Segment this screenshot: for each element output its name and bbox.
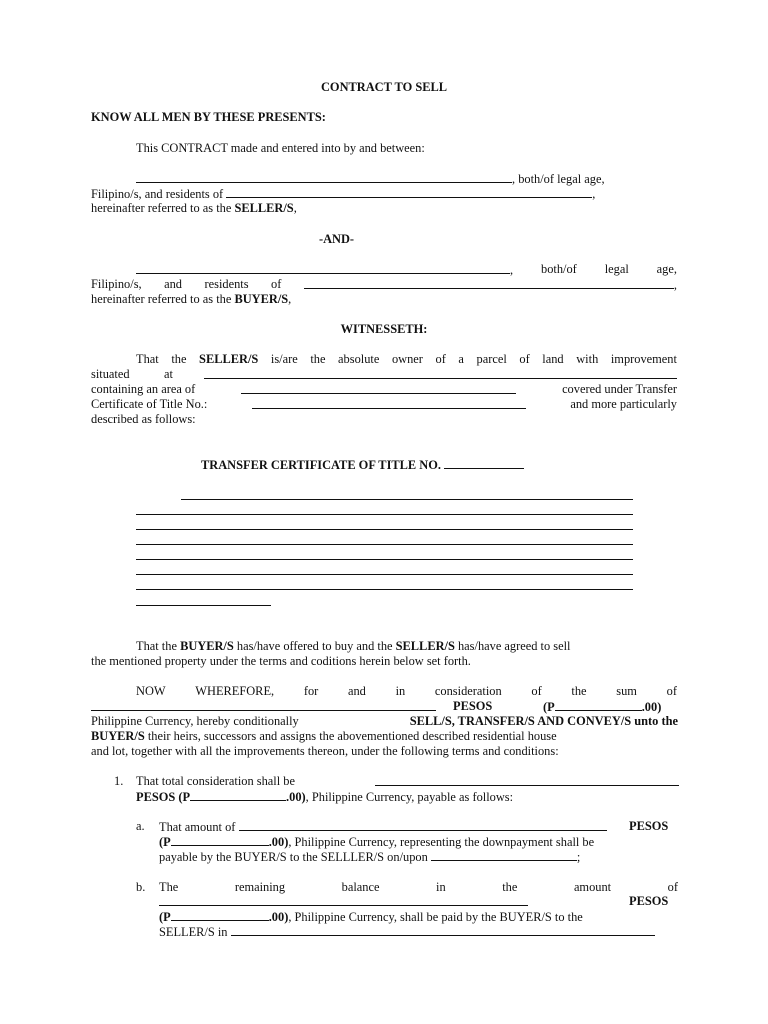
para2-line-2: the mentioned property under the terms and coditions herein below set forth.	[91, 654, 471, 668]
description-line[interactable]	[181, 499, 633, 500]
word: of	[519, 352, 530, 366]
item-b-line-3	[159, 909, 583, 925]
word: a	[458, 352, 464, 366]
word: of	[666, 684, 677, 698]
comma: ,	[288, 292, 292, 306]
text: (P	[159, 835, 171, 849]
comma: ,	[592, 187, 596, 201]
word: absolute	[338, 352, 380, 366]
word: That	[136, 352, 159, 366]
para2-line-1	[136, 639, 571, 654]
description-line[interactable]	[136, 529, 633, 530]
word: the	[502, 880, 518, 894]
covered-text: covered under Transfer	[562, 382, 677, 396]
text: SELL/S, TRANSFER/S AND CONVEY/S unto the	[409, 714, 678, 728]
buyer-role: BUYER/S	[91, 729, 145, 743]
text: Philippine Currency, hereby conditionally	[91, 714, 299, 728]
item-a-line-1	[159, 819, 607, 835]
word: remaining	[234, 880, 286, 894]
text: .00)	[641, 700, 662, 714]
word: situated	[91, 367, 130, 381]
word: both/of	[541, 262, 577, 276]
text: , Philippine Currency, representing the downpayment shall be	[288, 835, 595, 849]
para1-line-1	[136, 352, 677, 367]
item-b-line-4	[159, 924, 655, 940]
seller-role: SELLER/S	[234, 201, 294, 215]
item-a-line-2	[159, 834, 678, 850]
seller-name-blank[interactable]	[136, 171, 512, 183]
description-line[interactable]	[136, 605, 271, 606]
text: .00)	[268, 835, 289, 849]
page-title: CONTRACT TO SELL	[320, 80, 448, 94]
item-a-pesos: PESOS	[629, 819, 669, 833]
word: land	[542, 352, 564, 366]
description-line[interactable]	[136, 559, 633, 560]
pesos-label: PESOS	[453, 699, 493, 713]
text: has/have agreed to sell	[457, 639, 571, 653]
item-a-line-3	[159, 849, 580, 865]
word: consideration	[434, 684, 502, 698]
particularly-text: and more particularly	[570, 397, 677, 411]
tct-no-blank[interactable]	[444, 457, 524, 469]
word: the	[171, 352, 187, 366]
word: NOW	[136, 684, 166, 698]
word: legal	[604, 262, 629, 276]
text: .00)	[286, 790, 306, 804]
item1-number: 1.	[114, 774, 124, 788]
text: has/have offered to buy and the	[236, 639, 393, 653]
item-a-letter: a.	[136, 819, 145, 833]
sum-amount-blank[interactable]	[555, 699, 642, 711]
text: That the	[136, 639, 177, 653]
text: , Philippine Currency, shall be paid by the BUYER/S to the	[288, 910, 583, 924]
buyer-line-1	[136, 262, 677, 278]
word: with	[576, 352, 599, 366]
seller-legal-age: , both/of legal age,	[512, 172, 605, 186]
and-separator: -AND-	[318, 232, 355, 246]
buyer-line-2	[91, 277, 677, 293]
seller-residents-label: Filipino/s, and residents of	[91, 187, 224, 201]
total-consideration-blank[interactable]	[375, 774, 679, 786]
word: sum	[616, 684, 637, 698]
total-amount-blank[interactable]	[190, 789, 286, 801]
description-line[interactable]	[136, 574, 633, 575]
para3-line-1	[136, 684, 677, 699]
balance-amount-blank[interactable]	[171, 909, 269, 921]
para3-line-5: and lot, together with all the improvements thereon, under the following terms and conditions:	[91, 744, 559, 758]
downpayment-date-blank[interactable]	[431, 849, 577, 861]
comma: ,	[293, 201, 297, 215]
word: in	[395, 684, 406, 698]
buyer-line-3	[91, 292, 291, 307]
word: parcel	[476, 352, 507, 366]
para1-line-4	[91, 397, 677, 412]
seller-role: SELLER/S	[395, 639, 455, 653]
item-b-letter: b.	[136, 880, 146, 894]
word: amount	[573, 880, 612, 894]
payment-terms-blank[interactable]	[231, 924, 655, 936]
comma: ,	[673, 278, 677, 292]
area-blank[interactable]	[241, 382, 516, 394]
word: balance	[341, 880, 380, 894]
word: and	[347, 684, 366, 698]
buyer-residence-blank[interactable]	[304, 277, 674, 289]
seller-line-3	[91, 201, 297, 216]
buyer-role: BUYER/S	[180, 639, 234, 653]
balance-words-blank[interactable]	[159, 905, 528, 906]
word: in	[436, 880, 446, 894]
text: PESOS (P	[136, 790, 191, 804]
seller-residence-blank[interactable]	[226, 186, 592, 198]
item1-line-2	[136, 789, 513, 805]
seller-line-2	[91, 186, 595, 202]
referred-text: hereinafter referred to as the	[91, 201, 232, 215]
seller-line-1	[136, 171, 605, 187]
description-line[interactable]	[136, 589, 633, 590]
word: and	[164, 277, 182, 291]
word: improvement	[610, 352, 677, 366]
intro-heading: KNOW ALL MEN BY THESE PRESENTS:	[91, 110, 326, 124]
text: ;	[576, 850, 581, 864]
word: The	[159, 880, 179, 894]
word: is/are	[270, 352, 298, 366]
text: (P	[543, 700, 555, 714]
downpayment-amount-blank[interactable]	[171, 834, 269, 846]
title-no-blank[interactable]	[252, 397, 526, 409]
para3-line-3	[91, 714, 678, 729]
word: of	[435, 352, 446, 366]
para1-line-3	[91, 382, 677, 397]
witnesseth-heading: WITNESSETH:	[340, 322, 428, 336]
title-no-label: Certificate of Title No.:	[91, 397, 208, 411]
sum-amount	[543, 699, 661, 715]
para1-line-2	[91, 367, 130, 382]
word: of	[271, 277, 282, 291]
word: for	[303, 684, 319, 698]
area-label: containing an area of	[91, 382, 196, 396]
text: .00)	[268, 910, 289, 924]
tct-heading	[201, 457, 524, 473]
buyer-role: BUYER/S	[234, 292, 289, 306]
word: of	[667, 880, 678, 894]
text: That total consideration shall be	[136, 774, 295, 788]
description-line[interactable]	[136, 514, 633, 515]
seller-role: SELLER/S	[199, 352, 259, 366]
text: (P	[159, 910, 171, 924]
para3-line-4	[91, 729, 557, 744]
word: of	[531, 684, 542, 698]
para1-line-5: described as follows:	[91, 412, 196, 426]
text: That amount of	[159, 820, 236, 834]
text: SELLER/S in	[159, 925, 228, 939]
item-b-pesos: PESOS	[629, 894, 669, 908]
word: Filipino/s,	[91, 277, 142, 291]
buyer-name-blank[interactable]	[136, 262, 510, 274]
text: their heirs, successors and assigns the abovementioned described residential house	[147, 729, 557, 743]
tct-label: TRANSFER CERTIFICATE OF TITLE NO.	[201, 458, 441, 472]
word: residents	[204, 277, 249, 291]
downpayment-words-blank[interactable]	[239, 819, 607, 831]
item-b-line-1	[159, 880, 678, 895]
word: the	[310, 352, 326, 366]
description-line[interactable]	[136, 544, 633, 545]
intro-line: This CONTRACT made and entered into by and between:	[136, 141, 425, 155]
location-blank[interactable]	[204, 378, 677, 379]
item1-line-1	[136, 774, 679, 789]
word: the	[571, 684, 587, 698]
word: WHEREFORE,	[195, 684, 275, 698]
text: , Philippine Currency, payable as follows:	[305, 790, 514, 804]
word: age,	[656, 262, 677, 276]
referred-text: hereinafter referred to as the	[91, 292, 232, 306]
word: owner	[391, 352, 423, 366]
text: payable by the BUYER/S to the SELLLER/S on/upon	[159, 850, 428, 864]
sum-words-blank[interactable]	[91, 710, 436, 711]
para1-at: at	[164, 367, 173, 381]
comma: ,	[510, 263, 514, 277]
